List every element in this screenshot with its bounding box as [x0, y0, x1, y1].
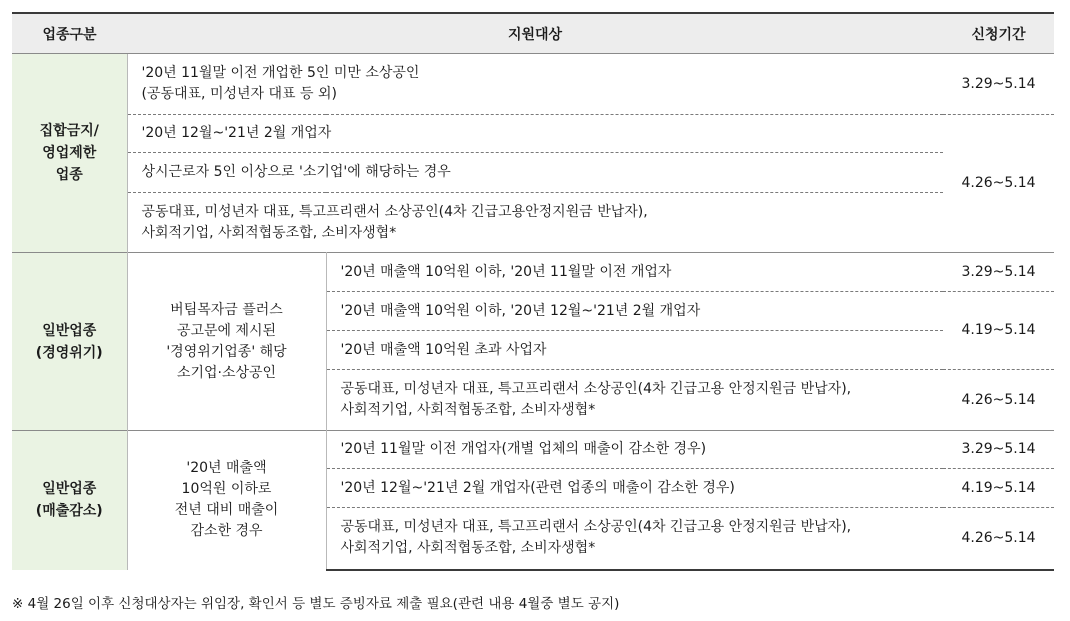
table-row — [12, 193, 1054, 253]
target-text: 사회적기업, 사회적협동조합, 소비자생협* — [340, 402, 596, 418]
target-cell — [326, 469, 943, 508]
category-cell — [12, 431, 127, 570]
subcategory-text: 소기업·소상공인 — [176, 364, 277, 381]
target-text: 사회적기업, 사회적협동조합, 소비자생협* — [340, 540, 596, 557]
footnote: ※ 4월 26일 이후 신청대상자는 위임장, 확인서 등 별도 증빙자료 제출 필요(관련 내용 4월중 별도 공지) — [12, 596, 620, 612]
table-row — [12, 153, 1054, 193]
support-table — [12, 12, 1054, 571]
target-cell — [127, 54, 943, 115]
subcategory-text: 공고문에 제시된 — [176, 322, 277, 339]
target-text: 공동대표, 미성년자 대표, 특고프리랜서 소상공인(4차 긴급고용안정지원금 반납자), — [141, 203, 648, 220]
category-text: 일반업종 — [42, 481, 97, 498]
target-text: '20년 매출액 10억원 초과 사업자 — [340, 341, 547, 358]
category-text: (경영위기) — [35, 344, 103, 361]
subcategory-cell — [127, 431, 326, 570]
period-cell: 3.29~5.14 — [943, 431, 1054, 469]
period-cell: 4.19~5.14 — [943, 292, 1054, 370]
subcategory-text: '경영위기업종' 해당 — [166, 343, 287, 360]
target-cell — [127, 115, 943, 153]
period-cell: 4.26~5.14 — [943, 370, 1054, 431]
target-text: '20년 11월말 이전 개업한 5인 미만 소상공인 — [141, 65, 420, 81]
target-text: 공동대표, 미성년자 대표, 특고프리랜서 소상공인(4차 긴급고용 안정지원금 반납자), — [340, 519, 852, 536]
target-cell — [326, 292, 943, 331]
category-text: (매출감소) — [35, 503, 103, 520]
category-text: 일반업종 — [42, 322, 97, 339]
category-cell — [12, 253, 127, 431]
category-cell — [12, 54, 127, 253]
target-cell — [326, 508, 943, 570]
table-row — [12, 115, 1054, 153]
target-cell — [326, 431, 943, 469]
target-cell — [127, 153, 943, 193]
subcategory-text: '20년 매출액 — [186, 460, 267, 477]
header-category: 업종구분 — [12, 13, 127, 54]
subcategory-text: 10억원 이하로 — [181, 481, 272, 498]
header-period: 신청기간 — [943, 13, 1054, 54]
target-text: '20년 11월말 이전 개업자(개별 업체의 매출이 감소한 경우) — [340, 441, 707, 457]
target-text: 상시근로자 5인 이상으로 '소기업'에 해당하는 경우 — [141, 164, 451, 180]
target-text: (공동대표, 미성년자 대표 등 외) — [141, 86, 337, 102]
period-cell: 3.29~5.14 — [943, 253, 1054, 292]
target-text: '20년 매출액 10억원 이하, '20년 12월~'21년 2월 개업자 — [340, 302, 701, 319]
period-cell: 3.29~5.14 — [961, 75, 1036, 92]
subcategory-cell — [127, 253, 326, 431]
target-text: 공동대표, 미성년자 대표, 특고프리랜서 소상공인(4차 긴급고용 안정지원금 반납자), — [340, 381, 852, 397]
subcategory-text: 버팀목자금 플러스 — [170, 301, 283, 318]
target-text: '20년 12월~'21년 2월 개업자(관련 업종의 매출이 감소한 경우) — [340, 479, 735, 496]
table-row — [12, 431, 1054, 469]
target-cell — [127, 193, 943, 253]
period-cell: 4.26~5.14 — [943, 115, 1054, 253]
category-text: 영업제한 — [42, 145, 97, 161]
target-cell — [326, 370, 943, 431]
target-cell — [326, 253, 943, 292]
period-cell: 4.19~5.14 — [943, 469, 1054, 508]
header-row — [12, 13, 1054, 54]
subcategory-text: 전년 대비 매출이 — [174, 502, 279, 519]
target-cell — [326, 331, 943, 370]
target-text: 사회적기업, 사회적협동조합, 소비자생협* — [141, 224, 397, 241]
category-text: 업종 — [55, 167, 83, 183]
table-row — [12, 54, 1054, 115]
subcategory-text: 감소한 경우 — [190, 523, 263, 540]
category-text: 집합금지/ — [39, 123, 99, 139]
target-text: '20년 12월~'21년 2월 개업자 — [141, 125, 332, 141]
header-target: 지원대상 — [127, 13, 943, 54]
period-cell: 4.26~5.14 — [943, 508, 1054, 570]
table-row — [12, 253, 1054, 292]
target-text: '20년 매출액 10억원 이하, '20년 11월말 이전 개업자 — [340, 263, 672, 280]
